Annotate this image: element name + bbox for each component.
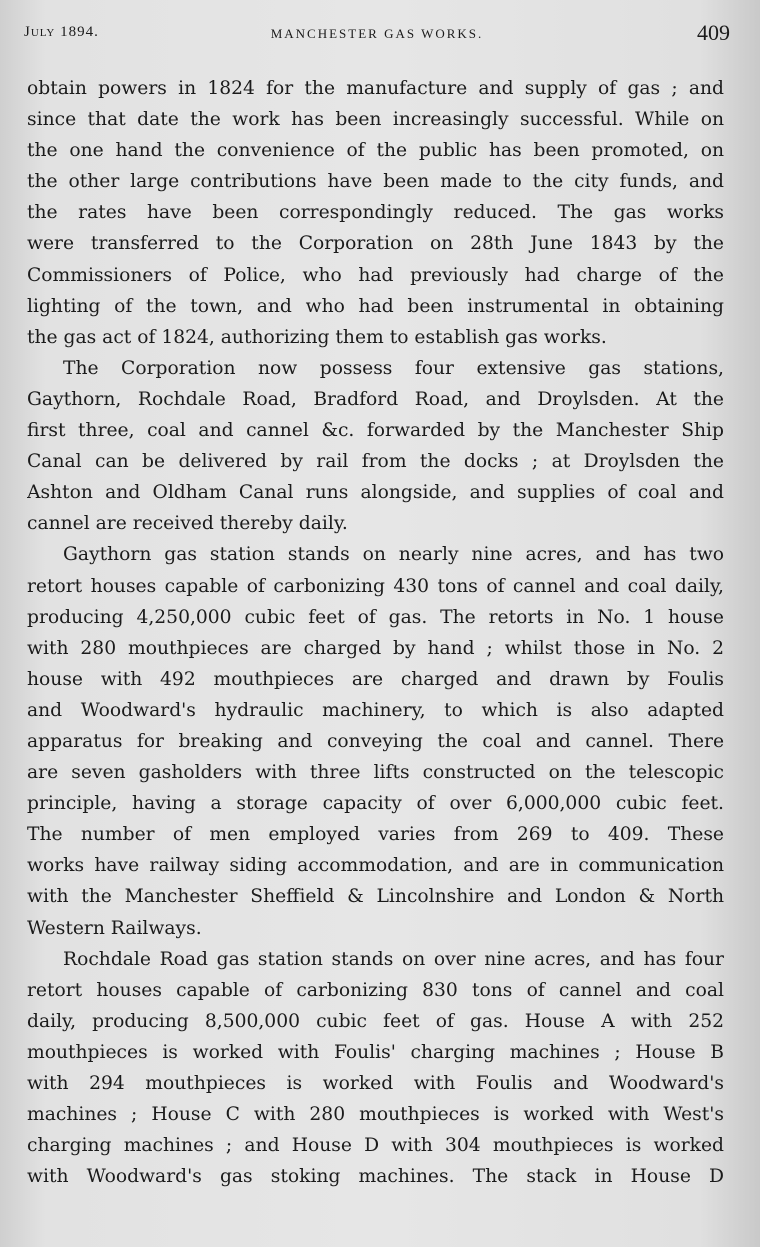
- text-line: charging machines ; and House D with 304 mouthpieces is worked: [27, 1135, 724, 1157]
- text-line: house with 492 mouthpieces are charged and drawn by Foulis: [27, 668, 724, 690]
- text-line: machines ; House C with 280 mouthpieces is worked with West's: [27, 1104, 724, 1126]
- text-line: obtain powers in 1824 for the manufacture and supply of gas ; and: [27, 78, 724, 99]
- text-line: Commissioners of Police, who had previously had charge of the: [27, 264, 724, 286]
- paragraph-start: Gaythorn gas station stands on nearly nine acres, and has two: [63, 544, 724, 566]
- page-number: 409: [697, 20, 730, 45]
- text-line: Western Railways.: [27, 917, 202, 939]
- text-line: since that date the work has been increasingly successful. While on: [27, 109, 724, 131]
- text-line: Ashton and Oldham Canal runs alongside, and supplies of coal and: [27, 482, 724, 504]
- text-line: with 280 mouthpieces are charged by hand ; whilst those in No. 2: [27, 637, 724, 659]
- text-line: Canal can be delivered by rail from the docks ; at Droylsden the: [27, 451, 724, 473]
- text-line: principle, having a storage capacity of over 6,000,000 cubic feet.: [27, 793, 724, 815]
- text-line: daily, producing 8,500,000 cubic feet of gas. House A with 252: [27, 1010, 724, 1032]
- text-line: are seven gasholders with three lifts constructed on the telescopic: [27, 762, 724, 784]
- text-line: first three, coal and cannel &c. forwarded by the Manchester Ship: [27, 420, 724, 442]
- text-line: retort houses capable of carbonizing 830 tons of cannel and coal: [27, 979, 724, 1001]
- text-line: the one hand the convenience of the public has been promoted, on: [27, 140, 724, 162]
- paragraph-start: The Corporation now possess four extensive gas stations,: [63, 357, 724, 379]
- running-header: [24, 22, 730, 46]
- paragraph-start: Rochdale Road gas station stands on over nine acres, and has four: [63, 948, 724, 970]
- text-line: with 294 mouthpieces is worked with Foulis and Woodward's: [27, 1073, 724, 1094]
- text-line: retort houses capable of carbonizing 430 tons of cannel and coal daily,: [27, 575, 724, 597]
- text-line: cannel are received thereby daily.: [27, 513, 348, 535]
- text-line: and Woodward's hydraulic machinery, to which is also adapted: [27, 699, 724, 721]
- text-line: Gaythorn, Rochdale Road, Bradford Road, and Droylsden. At the: [27, 388, 724, 410]
- text-line: the gas act of 1824, authorizing them to establish gas works.: [27, 326, 607, 348]
- text-line: works have railway siding accommodation, and are in communication: [27, 855, 724, 877]
- text-line: producing 4,250,000 cubic feet of gas. The retorts in No. 1 house: [27, 606, 724, 628]
- text-line: lighting of the town, and who had been instrumental in obtaining: [27, 295, 724, 317]
- header-title: MANCHESTER GAS WORKS.: [270, 26, 484, 41]
- text-line: with the Manchester Sheffield & Lincolnshire and London & North: [27, 886, 724, 908]
- text-line: were transferred to the Corporation on 28th June 1843 by the: [27, 233, 724, 255]
- text-line: the rates have been correspondingly reduced. The gas works: [27, 202, 724, 224]
- body-text: [27, 73, 724, 1192]
- text-line: mouthpieces is worked with Foulis' charging machines ; House B: [27, 1041, 724, 1063]
- text-line: apparatus for breaking and conveying the coal and cannel. There: [27, 730, 724, 752]
- text-line: the other large contributions have been made to the city funds, and: [27, 171, 724, 193]
- header-date: July 1894.: [24, 24, 99, 40]
- text-line: with Woodward's gas stoking machines. The stack in House D: [27, 1166, 724, 1188]
- text-line: The number of men employed varies from 269 to 409. These: [27, 824, 724, 846]
